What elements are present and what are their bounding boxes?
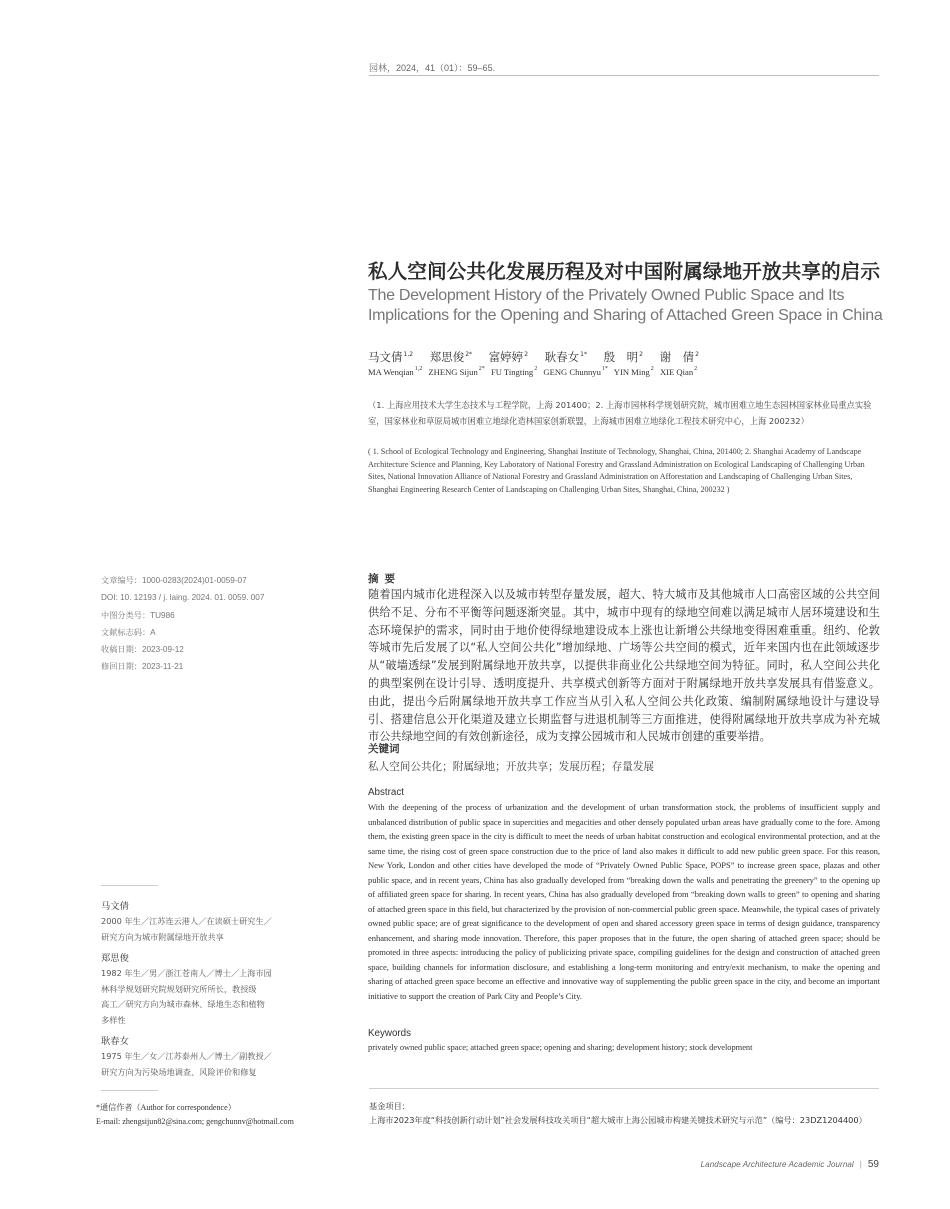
top-divider (369, 75, 879, 76)
author-en: XIE Qian$^2$ (659, 366, 698, 377)
author-en: FU Tingting$^2$ (490, 366, 538, 377)
author-zh: 郑思俊$^{2*}$ (429, 350, 473, 364)
author-en: MA Wenqian$^{1,2}$ (368, 366, 423, 377)
author-zh: 殷 明$^2$ (603, 350, 643, 364)
keywords-en-heading: Keywords (368, 1028, 412, 1039)
bio-line: 1982 年生／男／浙江苍南人／博士／上海市园 (101, 968, 272, 978)
bio-line: 研究方向为城市附属绿地开放共享 (101, 931, 224, 942)
funding-heading: 基金项目： (369, 1101, 410, 1111)
affiliation-english: ( 1. School of Ecological Technology and Engineering, Shanghai Institute of Technology, Shanghai, China, 201400; 2. Shanghai Academy of Landscape Architecture Science and Planning, Key Laboratory of National Forestry and Grassland Administration on Ecological Landscaping of Challenging Urban Sites, National Innovation Alliance of National Forestry and Grassland Administration on Afforestation and Landscaping of Challenging Urban Sites, Shanghai Engineering Research Center of Landscaping on Challenging Urban Sites, Shanghai, China, 200232 ) (368, 447, 865, 494)
journal-citation: 园林，2024，41（01）：59–65. (369, 63, 496, 73)
abstract-zh: 随着国内城市化进程深入以及城市转型存量发展，超大、特大城市及其他城市人口高密区域的公共空间供给不足、分布不平衡等问题逐渐突显。其中，城市中现有的绿地空间难以满足城市人居环境建设和生态环境保护的需求，同时由于地价使得绿地建设成本上涨也让新增公共绿地变得困难重重。纽约、伦敦等城市先后发展了以“私人空间公共化”增加绿地、广场等公共空间的模式，近年来国内也在此领域逐步从“破墙透绿”发展到附属绿地开放共享，以提供非商业化公共绿地空间为特征。同时，私人空间公共化的典型案例在设计引导、透明度提升、共享模式创新等方面对于附属绿地开放共享发展具有借鉴意义。由此，提出今后附属绿地开放共享工作应当从引入私人空间公共化政策、编制附属绿地设计与建设导引、搭建信息公开化渠道及建立长期监督与进退机制等三方面推进，使得附属绿地开放共享成为补充城市公共绿地空间的有效创新途径，成为支撑公园城市和人民城市创建的重要举措。 (368, 588, 880, 744)
meta-received-date: 收稿日期：2023-09-12 (101, 645, 184, 655)
author-en: YIN Ming$^2$ (613, 366, 654, 377)
meta-document-code: 文献标志码：A (101, 627, 156, 637)
abstract-zh-heading: 摘要 (368, 573, 401, 585)
correspondence-email: E-mail: zhengsijun82@sina.com; gengchunnv@hotmail.com (96, 1116, 294, 1126)
author-en: ZHENG Sijun$^{2*}$ (428, 366, 485, 377)
authors-english (368, 367, 701, 377)
author-zh: 谢 倩$^2$ (659, 350, 699, 364)
bio-name: 耿春女 (101, 1036, 129, 1047)
page-footer (600, 1159, 879, 1170)
bio-name: 郑思俊 (101, 953, 129, 964)
title-chinese: 私人空间公共化发展历程及对中国附属绿地开放共享的启示 (368, 260, 881, 283)
bio-line: 林科学规划研究院规划研究所所长，教授级 (101, 983, 257, 994)
correspondence-label: *通信作者（Author for correspondence） (96, 1103, 236, 1112)
bio-line: 1975 年生／女／江苏泰州人／博士／副教授／ (101, 1051, 272, 1061)
correspondence-divider (101, 1090, 158, 1091)
affiliation-chinese: （1. 上海应用技术大学生态技术与工程学院，上海 201400；2. 上海市园林科学规划研究院，城市困难立地生态园林国家林业局重点实验室，国家林业和草原局城市困难立地绿化造林国家创新联盟，上海城市困难立地绿化工程技术研究中心，上海 200232） (368, 400, 872, 426)
bio-entry (101, 1034, 287, 1080)
keywords-zh: 私人空间公共化；附属绿地；开放共享；发展历程；存量发展 (368, 761, 655, 773)
keywords-zh-heading: 关键词 (368, 743, 400, 755)
page-number: 59 (867, 1159, 879, 1170)
bio-line: 多样性 (101, 1014, 126, 1025)
meta-article-number: 文章编号：1000-0283(2024)01-0059-07 (101, 576, 247, 585)
author-zh: 马文倩$^{1,2}$ (368, 350, 414, 364)
author-zh: 富婷婷$^2$ (488, 350, 529, 364)
meta-doi: DOI: 10. 12193 / j. laing. 2024. 01. 0059. 007 (101, 593, 265, 603)
bio-line: 高工／研究方向为城市森林、绿地生态和植物 (101, 999, 265, 1009)
article-meta (101, 572, 301, 676)
author-en: GENG Chunnyu$^{1*}$ (543, 366, 608, 377)
footer-journal-name: Landscape Architecture Academic Journal (700, 1160, 854, 1169)
bio-divider (101, 885, 158, 886)
bio-line: 研究方向为污染场地调查、风险评价和修复 (101, 1066, 257, 1077)
abstract-en-heading: Abstract (368, 787, 404, 798)
bio-line: 2000 年生／江苏连云港人／在读硕士研究生／ (101, 916, 272, 926)
meta-classification: 中图分类号：TU986 (101, 610, 175, 620)
authors-chinese (368, 349, 712, 365)
funding-text: 上海市2023年度“科技创新行动计划”社会发展科技攻关项目“超大城市上海公园城市构建关键技术研究与示范”（编号：23DZ1204400） (369, 1115, 867, 1125)
keywords-en: privately owned public space; attached green space; opening and sharing; development history; stock development (368, 1043, 753, 1052)
abstract-en: With the deepening of the process of urbanization and the development of urban transformation stock, the problems of insufficient supply and unbalanced distribution of public space in supercities and megacities and other densely populated urban areas have gradually come to the fore. Among them, the existing green space in the city is difficult to meet the needs of urban habitat construction and ecological environmental protection, and at the same time, the rising cost of green space construction due to the price of land also makes it difficult to add new public green space. For this reason, New York, London and other cities have developed the mode of “Privately Owned Public Space, POPS” to increase green space, plazas and other public space, and in recent years, China has also gradually developed from “breaking down the walls and penetrating the greenery” to the opening up of affiliated green space for sharing. In recent years, China has also gradually developed from “breaking down walls to green” to opening and sharing of attached green space in this field, but characterized by the provision of non-commercial public green space. Meanwhile, the typical cases of privately owned public space; are of great significance to the development of open and shared accessory green space in terms of design guidance, transparency enhancement, and sharing mode innovation. Therefore, this paper proposes that in the future, the open sharing of attached green space; should be promoted in three aspects: introducing the policy of publicizing private space, compiling guidelines for the design and construction of attached green space, building channels for information disclosure, and establishing a long-term monitoring and entry/exit mechanism, to make the opening and sharing of attached green space become an effective and innovative way of supplementing the public green space in the city, and become an important initiative to support the creation of Park City and People’s City. (368, 802, 880, 1001)
author-zh: 耿春女$^{1*}$ (544, 350, 587, 364)
funding-divider (369, 1088, 879, 1089)
correspondence (96, 1101, 336, 1128)
title-english: The Development History of the Privately Owned Public Space and Its Implications for the Opening and Sharing of Attached Green Space in China (368, 287, 883, 324)
bio-entry (101, 951, 287, 1028)
author-bios (101, 899, 287, 1086)
bio-entry (101, 899, 287, 945)
bio-name: 马文倩 (101, 901, 129, 912)
meta-revised-date: 修回日期：2023-11-21 (101, 662, 184, 672)
footer-separator: | (859, 1160, 862, 1169)
